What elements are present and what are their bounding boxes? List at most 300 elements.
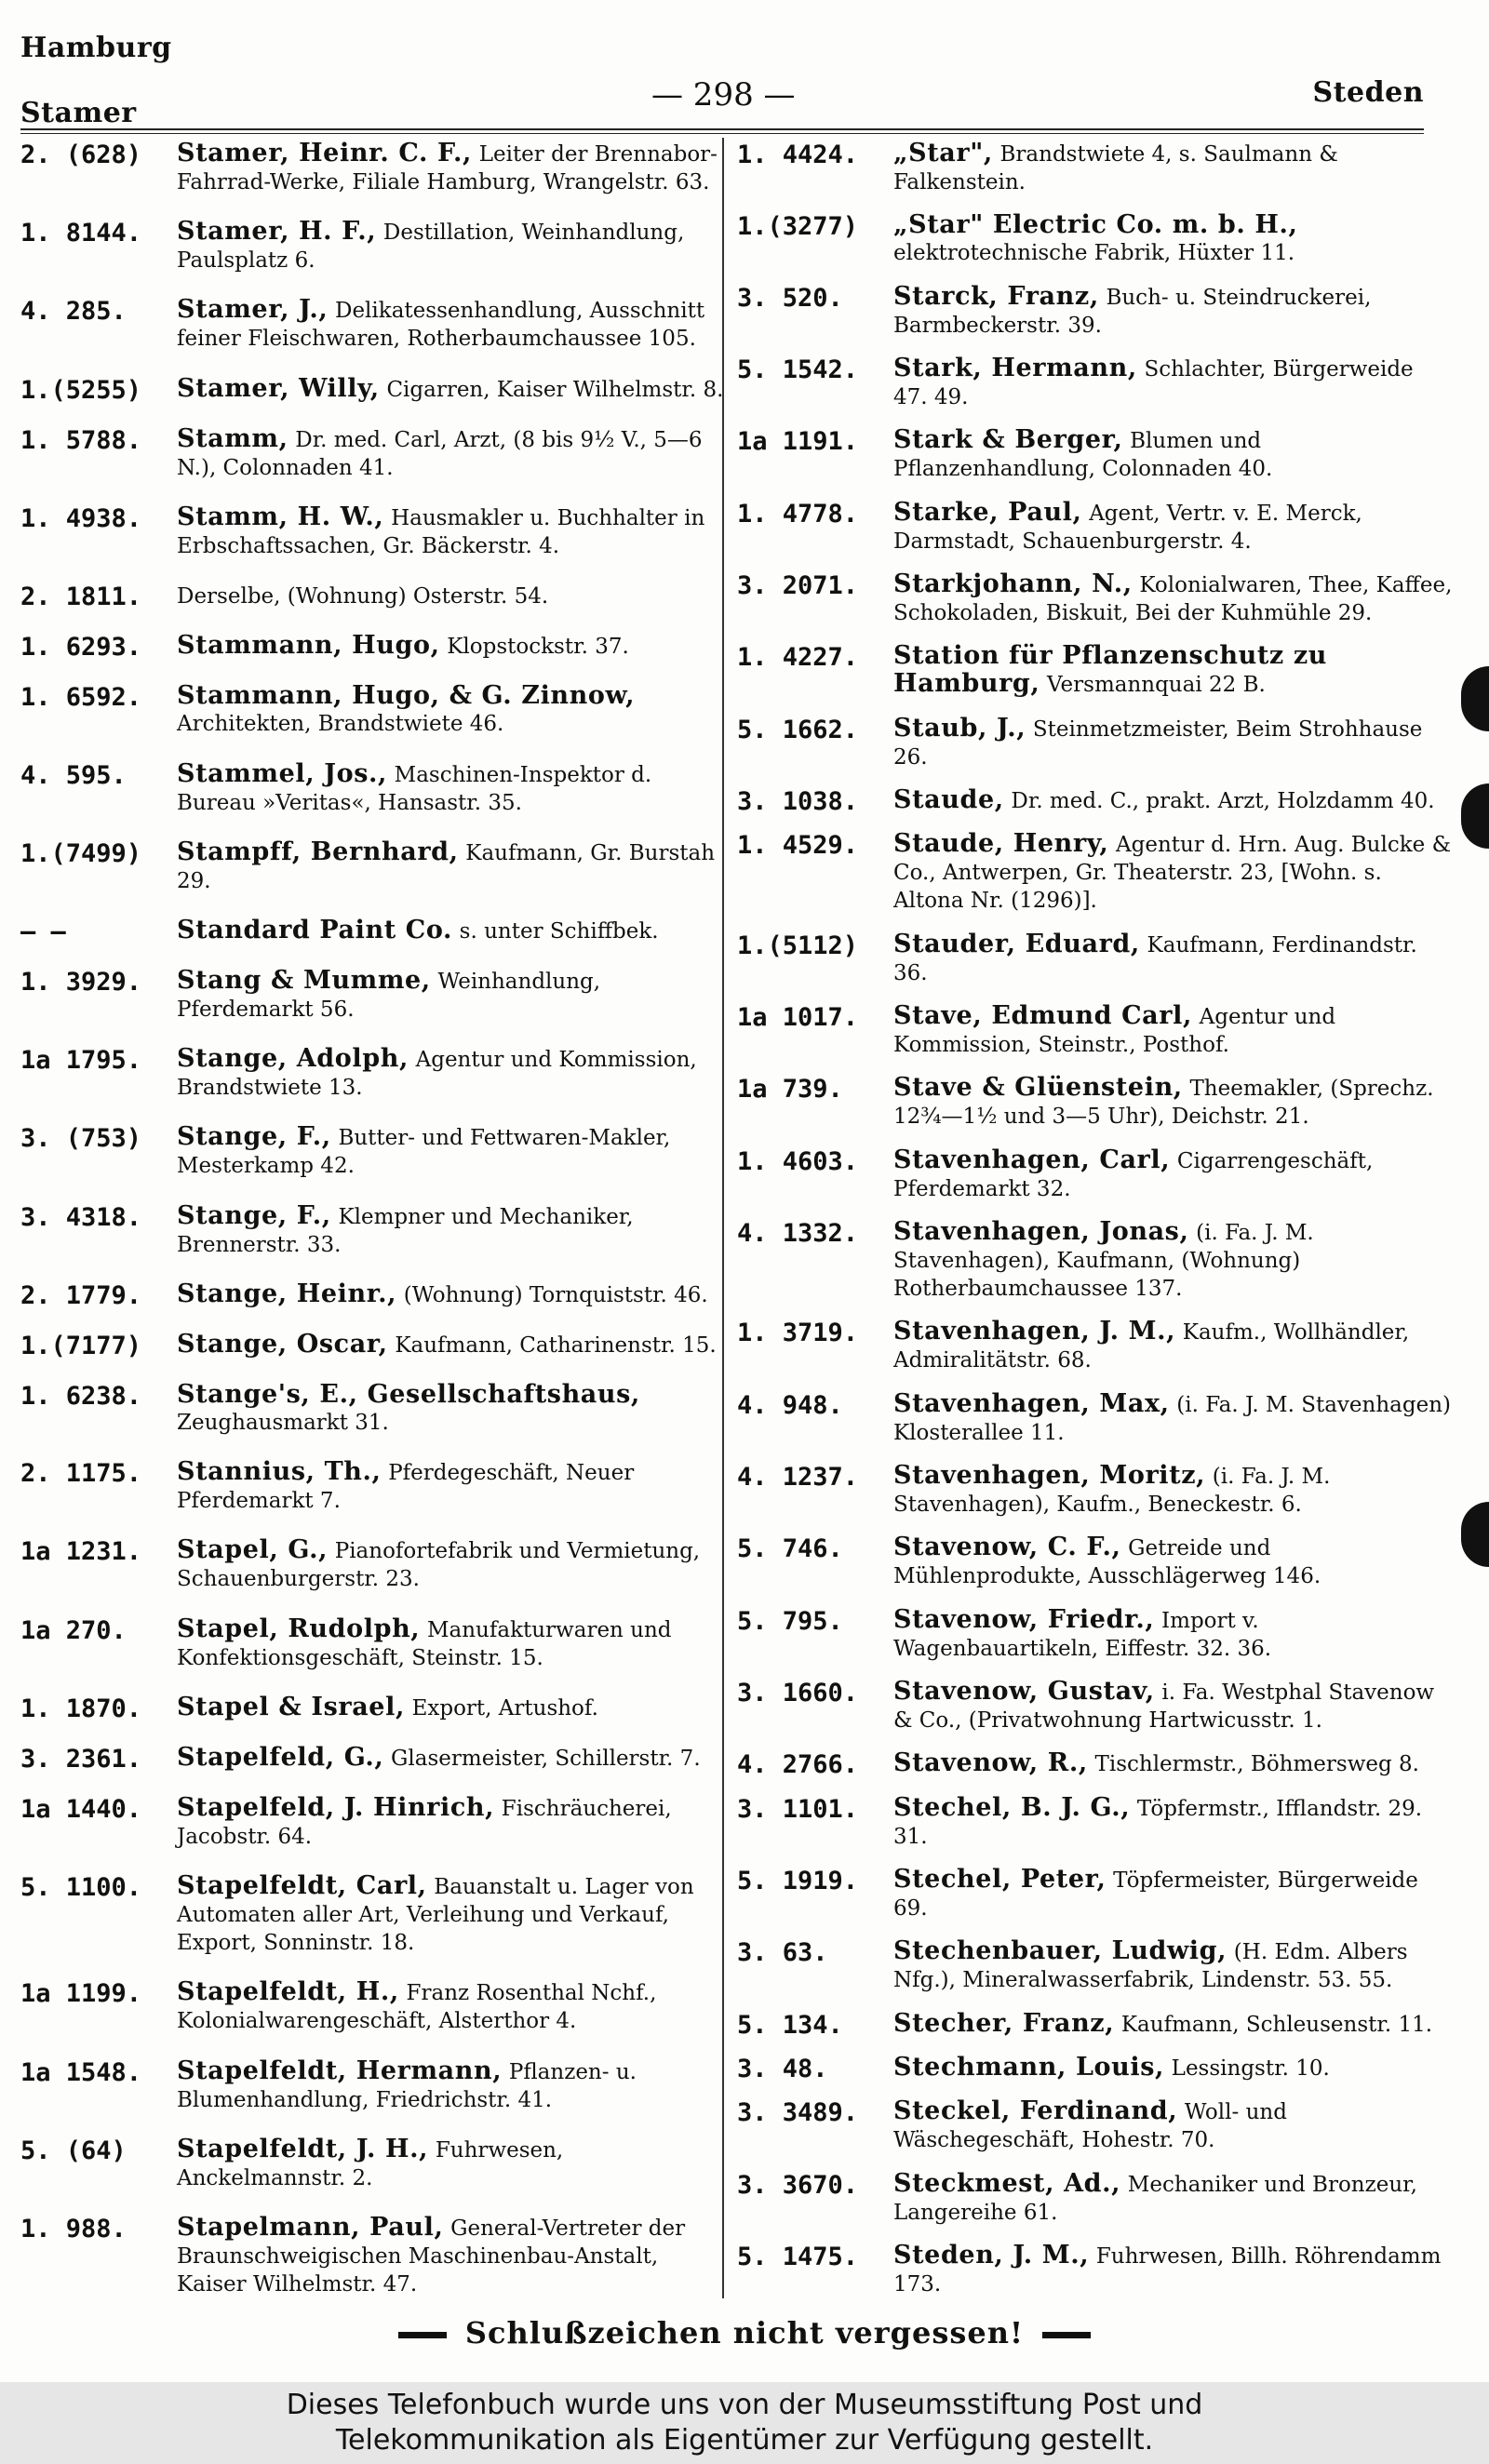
subscriber-details: Klempner und Mechaniker, Brennerstr. 33. [177, 1204, 634, 1257]
subscriber-details: Blumen und Pflanzenhandlung, Colonnaden 40. [893, 429, 1273, 482]
subscriber-name: Standard Paint Co. [177, 915, 453, 944]
listing-entry [737, 1678, 1454, 1734]
subscriber-name: Stange, Adolph, [177, 1044, 409, 1074]
subscriber-name: Stamm, H. W., [177, 502, 384, 531]
listing-entry [20, 1872, 730, 1957]
subscriber-name: Stammel, Jos., [177, 758, 388, 788]
subscriber-details: Steinmetzmeister, Beim Strohhause 26. [893, 716, 1423, 770]
subscriber-details: Kaufmann, Catharinenstr. 15. [395, 1332, 717, 1358]
reminder-text: Schlußzeichen nicht vergessen! [464, 2315, 1025, 2350]
listing-entry [20, 1280, 730, 1309]
listing-body [177, 140, 730, 196]
listing-body [893, 2242, 1454, 2298]
listing-body [177, 632, 730, 661]
subscriber-details: i. Fa. Westphal Stavenow & Co., (Privatwohnung Hartwicusstr. 1. [893, 1680, 1435, 1733]
listing-entry [20, 1202, 730, 1259]
subscriber-name: Stange's, E., Gesellschaftshaus, [177, 1380, 640, 1410]
subscriber-name: Stapelfeldt, J. H., [177, 2134, 429, 2163]
listing-entry [20, 838, 730, 895]
listing-entry [20, 218, 730, 275]
listing-body [893, 499, 1454, 556]
subscriber-name: Stange, Heinr., [177, 1279, 397, 1308]
subscriber-details: Delikatessenhandlung, Ausschnitt feiner Fleischwaren, Rotherbaumchaussee 105. [177, 299, 705, 352]
listing-body [893, 1794, 1454, 1851]
listing-body [893, 2054, 1454, 2082]
listing-entry [737, 642, 1454, 699]
phone-number: 5. 1542. [737, 355, 859, 384]
subscriber-details: Weinhandlung, Pferdemarkt 56. [177, 970, 601, 1023]
listing-entry [20, 425, 730, 482]
listing-body [893, 642, 1454, 699]
phone-number: 1. 6293. [20, 633, 142, 663]
header-right-keyword: Steden [1312, 76, 1424, 109]
rule-bar-right [1042, 2332, 1091, 2338]
listing-entry [737, 1390, 1454, 1447]
listing-body [893, 1533, 1454, 1590]
listing-body [177, 2136, 730, 2192]
listing-entry [737, 1749, 1454, 1778]
phone-number: 1. 4778. [737, 499, 859, 529]
phone-number: 1. 4227. [737, 643, 859, 673]
left-column [20, 140, 730, 2298]
subscriber-name: Stechenbauer, Ludwig, [893, 1936, 1227, 1966]
listing-entry [20, 1381, 730, 1437]
subscriber-name: Stark, Hermann, [893, 353, 1137, 382]
listing-entry [20, 375, 730, 404]
phone-number: 1.(5255) [20, 375, 142, 405]
phone-number: 5. 1919. [737, 1866, 859, 1895]
subscriber-details: Schlachter, Bürgerweide 47. 49. [893, 356, 1414, 409]
phone-number: 1a 270. [20, 1615, 127, 1645]
subscriber-name: Stamm, [177, 423, 288, 453]
subscriber-details: Versmannquai 22 B. [1047, 673, 1266, 698]
listing-body [893, 1318, 1454, 1374]
phone-number: 1. 4424. [737, 141, 859, 169]
listing-body [893, 140, 1454, 196]
listing-body [177, 760, 730, 817]
listing-body [893, 211, 1454, 267]
listing-body [893, 355, 1454, 411]
subscriber-name: Stave & Glüenstein, [893, 1073, 1183, 1103]
listing-body [893, 1462, 1454, 1519]
listing-entry [20, 760, 730, 817]
listing-body [177, 1794, 730, 1851]
phone-number: 5. 746. [737, 1534, 843, 1564]
subscriber-name: Starkjohann, N., [893, 569, 1133, 598]
subscriber-details: Agentur und Kommission, Brandstwiete 13. [177, 1048, 697, 1101]
phone-number: — — [20, 917, 66, 946]
listing-entry [20, 1123, 730, 1180]
listing-body [893, 786, 1454, 815]
listing-entry [737, 2054, 1454, 2082]
listing-body [893, 426, 1454, 483]
listing-entry [737, 1146, 1454, 1203]
subscriber-name: Station für Pflanzenschutz zu Hamburg, [893, 641, 1328, 699]
subscriber-name: Stavenow, R., [893, 1748, 1088, 1778]
listing-entry [20, 296, 730, 353]
phone-number: 4. 285. [20, 297, 127, 327]
subscriber-name: Stapelfeldt, H., [177, 1977, 399, 2007]
binding-tab-mark [1461, 1502, 1489, 1567]
phone-number: 3. 1038. [737, 786, 859, 816]
subscriber-name: Stavenhagen, Carl, [893, 1145, 1171, 1174]
listing-body [177, 682, 730, 738]
listing-entry [737, 1794, 1454, 1851]
subscriber-details: Destillation, Weinhandlung, Paulsplatz 6. [177, 221, 685, 274]
subscriber-name: Stamer, Heinr. C. F., [177, 139, 473, 167]
subscriber-name: Stapelfeld, J. Hinrich, [177, 1793, 495, 1823]
phone-number: 2. 1175. [20, 1459, 142, 1489]
listing-entry [20, 2214, 730, 2298]
subscriber-name: „Star" Electric Co. m. b. H., [893, 210, 1298, 240]
listing-entry [737, 570, 1454, 627]
listing-body [893, 2170, 1454, 2227]
listing-body [177, 1331, 730, 1359]
phone-number: 1a 1017. [737, 1002, 859, 1032]
subscriber-name: Stange, Oscar, [177, 1329, 388, 1359]
listing-body [893, 2010, 1454, 2039]
subscriber-details: Töpfermeister, Bürgerweide 69. [893, 1868, 1418, 1921]
subscriber-name: Stechel, Peter, [893, 1864, 1107, 1894]
binding-tab-mark [1461, 783, 1489, 849]
listing-body [893, 1074, 1454, 1131]
subscriber-name: Stannius, Th., [177, 1457, 382, 1487]
subscriber-details: General-Vertreter der Braunschweigischen Maschinenbau-Anstalt, Kaiser Wilhelmstr. 47. [177, 2216, 686, 2297]
subscriber-name: Stavenow, Gustav, [893, 1676, 1155, 1706]
listing-entry [20, 2057, 730, 2114]
subscriber-name: Stavenow, C. F., [893, 1533, 1121, 1562]
subscriber-details: Franz Rosenthal Nchf., Kolonialwarengeschäft, Alsterthor 4. [177, 1981, 657, 2034]
subscriber-name: Stapel, G., [177, 1535, 329, 1565]
phone-number: 1a 1440. [20, 1795, 142, 1825]
header-city: Hamburg [20, 32, 172, 64]
subscriber-details: Kaufmann, Gr. Burstah 29. [177, 840, 716, 893]
listing-body [177, 582, 730, 610]
subscriber-name: Stavenhagen, Moritz, [893, 1460, 1206, 1490]
phone-number: 3. 4318. [20, 1202, 142, 1232]
listing-entry [737, 283, 1454, 340]
phone-number: 1. 4938. [20, 503, 142, 533]
subscriber-name: Stechel, B. J. G., [893, 1792, 1131, 1822]
listing-body [893, 1218, 1454, 1303]
listing-body [893, 1678, 1454, 1734]
listing-entry [20, 967, 730, 1024]
subscriber-details: Leiter der Brennabor-Fahrrad-Werke, Filiale Hamburg, Wrangelstr. 63. [177, 142, 718, 194]
subscriber-details: Fuhrwesen, Billh. Röhrendamm 173. [893, 2243, 1442, 2297]
subscriber-details: s. unter Schiffbek. [459, 918, 659, 944]
subscriber-details: Cigarren, Kaiser Wilhelmstr. 8. [386, 377, 724, 402]
subscriber-details: Derselbe, (Wohnung) Osterstr. 54. [177, 584, 549, 609]
subscriber-details: elektrotechnische Fabrik, Hüxter 11. [893, 241, 1295, 266]
listing-entry [20, 1794, 730, 1851]
listing-body [177, 425, 730, 482]
listing-body [177, 218, 730, 275]
subscriber-details: Dr. med. Carl, Arzt, (8 bis 9½ V., 5—6 N.), Colonnaden 41. [177, 427, 703, 480]
phone-number: 1a 1199. [20, 1979, 142, 2009]
subscriber-details: Export, Artushof. [411, 1695, 598, 1721]
subscriber-details: Cigarrengeschäft, Pferdemarkt 32. [893, 1148, 1374, 1201]
listing-body [893, 1002, 1454, 1059]
subscriber-details: Butter- und Fettwaren-Makler, Mesterkamp 42. [177, 1126, 671, 1179]
subscriber-details: Maschinen-Inspektor d. Bureau »Veritas«, Hansastr. 35. [177, 762, 652, 815]
subscriber-details: Töpfermstr., Ifflandstr. 29. 31. [893, 1796, 1423, 1849]
listing-entry [20, 1694, 730, 1722]
subscriber-name: Stavenow, Friedr., [893, 1604, 1155, 1634]
phone-number: 3. 520. [737, 283, 843, 313]
subscriber-name: Stark & Berger, [893, 425, 1123, 455]
listing-body [177, 1978, 730, 2035]
subscriber-name: Staude, Henry, [893, 829, 1109, 859]
header-rule-thin [20, 133, 1424, 134]
listing-body [177, 1045, 730, 1102]
listing-body [893, 1390, 1454, 1447]
subscriber-details: Fuhrwesen, Anckelmannstr. 2. [177, 2137, 564, 2190]
subscriber-name: Stecher, Franz, [893, 2008, 1115, 2038]
listing-entry [737, 1866, 1454, 1922]
subscriber-details: (Wohnung) Tornquiststr. 46. [403, 1282, 708, 1307]
rule-bar-left [398, 2332, 447, 2338]
subscriber-name: Stavenhagen, Jonas, [893, 1216, 1189, 1246]
subscriber-name: Stapelmann, Paul, [177, 2212, 444, 2242]
phone-number: 3. 2071. [737, 570, 859, 600]
phone-number: 1.(5112) [737, 931, 859, 960]
listing-body [177, 1381, 730, 1437]
phone-number: 1a 739. [737, 1075, 843, 1105]
subscriber-name: Stauder, Eduard, [893, 929, 1140, 958]
listing-body [177, 1123, 730, 1180]
listing-entry [20, 1744, 730, 1773]
listing-entry [737, 931, 1454, 987]
listing-body [893, 1937, 1454, 1994]
listing-body [177, 1458, 730, 1515]
subscriber-details: Getreide und Mühlenprodukte, Ausschlägerweg 146. [893, 1536, 1321, 1589]
phone-number: 4. 595. [20, 760, 127, 790]
subscriber-name: Stapelfeldt, Hermann, [177, 2056, 503, 2085]
listing-body [893, 283, 1454, 340]
listing-entry [737, 211, 1454, 267]
listing-entry [737, 426, 1454, 483]
subscriber-name: Stamer, Willy, [177, 373, 380, 403]
subscriber-name: Stechmann, Louis, [893, 2052, 1165, 2082]
listing-entry [737, 1606, 1454, 1663]
subscriber-name: Stave, Edmund Carl, [893, 1000, 1192, 1030]
phone-number: 3. 3489. [737, 2098, 859, 2128]
listing-body [177, 296, 730, 353]
subscriber-name: Stapel, Rudolph, [177, 1614, 421, 1643]
listing-body [177, 1536, 730, 1593]
subscriber-name: Stapelfeldt, Carl, [177, 1871, 427, 1901]
listing-entry [737, 140, 1454, 196]
subscriber-details: Pferdegeschäft, Neuer Pferdemarkt 7. [177, 1461, 635, 1514]
header-rule [20, 128, 1424, 130]
phone-number: 1. 988. [20, 2214, 127, 2243]
subscriber-details: Agentur und Kommission, Steinstr., Posthof. [893, 1004, 1336, 1057]
subscriber-details: Kaufmann, Schleusenstr. 11. [1120, 2012, 1433, 2037]
phone-number: 2. 1779. [20, 1280, 142, 1310]
subscriber-details: Woll- und Wäschegeschäft, Hohestr. 70. [893, 2100, 1287, 2153]
phone-number: 1.(3277) [737, 212, 859, 242]
subscriber-name: Stamer, H. F., [177, 217, 377, 247]
subscriber-name: Stange, F., [177, 1200, 331, 1230]
listing-body [893, 1866, 1454, 1922]
binding-tab-mark [1461, 666, 1489, 731]
phone-number: 1a 1548. [20, 2057, 142, 2087]
listing-body [893, 1606, 1454, 1663]
subscriber-details: Lessingstr. 10. [1171, 2056, 1330, 2081]
subscriber-details: Kolonialwaren, Thee, Kaffee, Schokoladen, Biskuit, Bei der Kuhmühle 29. [893, 572, 1453, 625]
phone-number: 1. 8144. [20, 219, 142, 248]
listing-entry [737, 1074, 1454, 1131]
listing-entry [737, 2242, 1454, 2298]
phone-number: 5. (64) [20, 2136, 127, 2165]
header-left-keyword: Stamer [20, 97, 137, 129]
listing-entry [737, 355, 1454, 411]
listing-entry [20, 1458, 730, 1515]
subscriber-details: Dr. med. C., prakt. Arzt, Holzdamm 40. [1011, 788, 1435, 813]
listing-body [893, 715, 1454, 771]
credit-line-1: Dieses Telefonbuch wurde uns von der Museumsstiftung Post und [286, 2389, 1203, 2421]
listing-body [893, 931, 1454, 987]
subscriber-name: Stavenhagen, Max, [893, 1388, 1170, 1418]
listing-entry [737, 1533, 1454, 1590]
listing-entry [737, 2097, 1454, 2154]
phone-number: 1. 3719. [737, 1319, 859, 1348]
subscriber-details: Agentur d. Hrn. Aug. Bulcke & Co., Antwerpen, Gr. Theaterstr. 23, [Wohn. s. Altona Nr. (1296)]. [893, 833, 1452, 914]
subscriber-details: Fischräucherei, Jacobstr. 64. [177, 1797, 672, 1850]
listing-body [177, 1744, 730, 1773]
page-number: — 298 — [651, 76, 796, 114]
phone-number: 3. 1101. [737, 1794, 859, 1824]
listing-body [177, 967, 730, 1024]
listing-entry [20, 503, 730, 560]
subscriber-details: Theemakler, (Sprechz. 12¾—1½ und 3—5 Uhr), Deichstr. 21. [893, 1077, 1434, 1130]
listing-entry [20, 632, 730, 661]
phone-number: 1. 5788. [20, 425, 142, 455]
listing-entry [737, 715, 1454, 771]
phone-number: 1a 1191. [737, 427, 859, 457]
phone-number: 1. 1870. [20, 1694, 142, 1723]
subscriber-name: Staub, J., [893, 713, 1026, 743]
subscriber-details: Pflanzen- u. Blumenhandlung, Friedrichstr. 41. [177, 2059, 637, 2112]
phone-number: 3. (753) [20, 1124, 142, 1154]
listing-body [177, 2057, 730, 2114]
subscriber-name: Stapel & Israel, [177, 1692, 405, 1721]
listing-entry [20, 1331, 730, 1359]
subscriber-details: (i. Fa. J. M. Stavenhagen), Kaufm., Beneckestr. 6. [893, 1464, 1331, 1517]
listing-body [177, 2214, 730, 2298]
listing-body [177, 1694, 730, 1722]
subscriber-details: Hausmakler u. Buchhalter in Erbschaftssachen, Gr. Bäckerstr. 4. [177, 505, 705, 558]
listing-entry [737, 499, 1454, 556]
credit-banner [0, 2382, 1489, 2464]
phone-number: 5. 1662. [737, 715, 859, 744]
listing-body [893, 570, 1454, 627]
listing-entry [20, 2136, 730, 2192]
listing-entry [20, 917, 730, 945]
listing-entry [737, 1937, 1454, 1994]
listing-entry [20, 582, 730, 610]
phone-number: 1.(7499) [20, 838, 142, 868]
phone-number: 1a 1231. [20, 1537, 142, 1567]
listing-body [177, 1872, 730, 1957]
listing-entry [737, 2010, 1454, 2039]
phone-number: 2. (628) [20, 141, 142, 169]
listing-entry [737, 830, 1454, 915]
phone-number: 1a 1795. [20, 1046, 142, 1076]
phone-number: 4. 1237. [737, 1462, 859, 1492]
reminder-line [0, 2315, 1489, 2350]
listing-entry [20, 1978, 730, 2035]
subscriber-name: Steckmest, Ad., [893, 2168, 1121, 2198]
subscriber-details: Kaufmann, Ferdinandstr. 36. [893, 932, 1417, 985]
subscriber-details: Manufakturwaren und Konfektionsgeschäft, Steinstr. 15. [177, 1617, 672, 1670]
subscriber-name: Starck, Franz, [893, 281, 1099, 311]
subscriber-details: Mechaniker und Bronzeur, Langereihe 61. [893, 2172, 1417, 2225]
phone-number: 3. 48. [737, 2054, 828, 2083]
listing-entry [20, 140, 730, 196]
subscriber-name: Staude, [893, 784, 1004, 814]
phone-number: 1.(7177) [20, 1331, 142, 1360]
phone-number: 3. 2361. [20, 1744, 142, 1774]
phone-number: 5. 1100. [20, 1873, 142, 1903]
subscriber-details: Bauanstalt u. Lager von Automaten aller Art, Verleihung und Verkauf, Export, Sonninstr. 18. [177, 1875, 694, 1956]
subscriber-details: (H. Edm. Albers Nfg.), Mineralwasserfabrik, Lindenstr. 53. 55. [893, 1940, 1408, 1993]
subscriber-details: Import v. Wagenbauartikeln, Eiffestr. 32. 36. [893, 1608, 1272, 1661]
listing-body [893, 2097, 1454, 2154]
subscriber-details: Klopstockstr. 37. [447, 635, 629, 660]
subscriber-details: Agent, Vertr. v. E. Merck, Darmstadt, Schauenburgerstr. 4. [893, 501, 1362, 554]
phone-number: 4. 2766. [737, 1750, 859, 1780]
subscriber-details: Kaufm., Wollhändler, Admiralitätstr. 68. [893, 1320, 1410, 1373]
phone-number: 5. 795. [737, 1606, 843, 1636]
listing-body [177, 1280, 730, 1309]
listing-entry [20, 1045, 730, 1102]
subscriber-name: Stammann, Hugo, & G. Zinnow, [177, 681, 636, 711]
subscriber-name: Stange, F., [177, 1122, 331, 1152]
listing-entry [737, 786, 1454, 815]
subscriber-details: Zeughausmarkt 31. [177, 1411, 389, 1436]
phone-number: 1. 4529. [737, 831, 859, 861]
subscriber-name: Stapelfeld, G., [177, 1742, 384, 1772]
subscriber-details: Tischlermstr., Böhmersweg 8. [1094, 1752, 1419, 1777]
subscriber-details: (i. Fa. J. M. Stavenhagen), Kaufmann, (Wohnung) Rotherbaumchaussee 137. [893, 1220, 1314, 1301]
phone-number: 3. 1660. [737, 1678, 859, 1707]
credit-line-2: Telekommunikation als Eigentümer zur Verfügung gestellt. [335, 2424, 1154, 2457]
subscriber-name: Stang & Mumme, [177, 966, 431, 996]
subscriber-details: Brandstwiete 4, s. Saulmann & Falkenstein. [893, 142, 1338, 194]
phone-number: 1. 4603. [737, 1146, 859, 1176]
column-divider [722, 138, 724, 2298]
phone-number: 5. 1475. [737, 2242, 859, 2271]
listing-entry [737, 2170, 1454, 2227]
subscriber-name: Starke, Paul, [893, 497, 1082, 527]
listing-body [893, 1749, 1454, 1778]
listing-body [893, 1146, 1454, 1203]
subscriber-name: „Star", [893, 139, 993, 167]
listing-body [177, 1202, 730, 1259]
subscriber-name: Stavenhagen, J. M., [893, 1317, 1176, 1346]
listing-entry [20, 1615, 730, 1672]
phone-number: 4. 1332. [737, 1218, 859, 1248]
phone-number: 1. 6592. [20, 683, 142, 713]
subscriber-details: Glasermeister, Schillerstr. 7. [391, 1746, 701, 1771]
phone-number: 4. 948. [737, 1390, 843, 1420]
listing-body [893, 830, 1454, 915]
listing-entry [737, 1002, 1454, 1059]
phone-number: 3. 3670. [737, 2170, 859, 2200]
subscriber-details: (i. Fa. J. M. Stavenhagen) Klosterallee 11. [893, 1392, 1451, 1445]
phone-number: 3. 63. [737, 1938, 828, 1968]
